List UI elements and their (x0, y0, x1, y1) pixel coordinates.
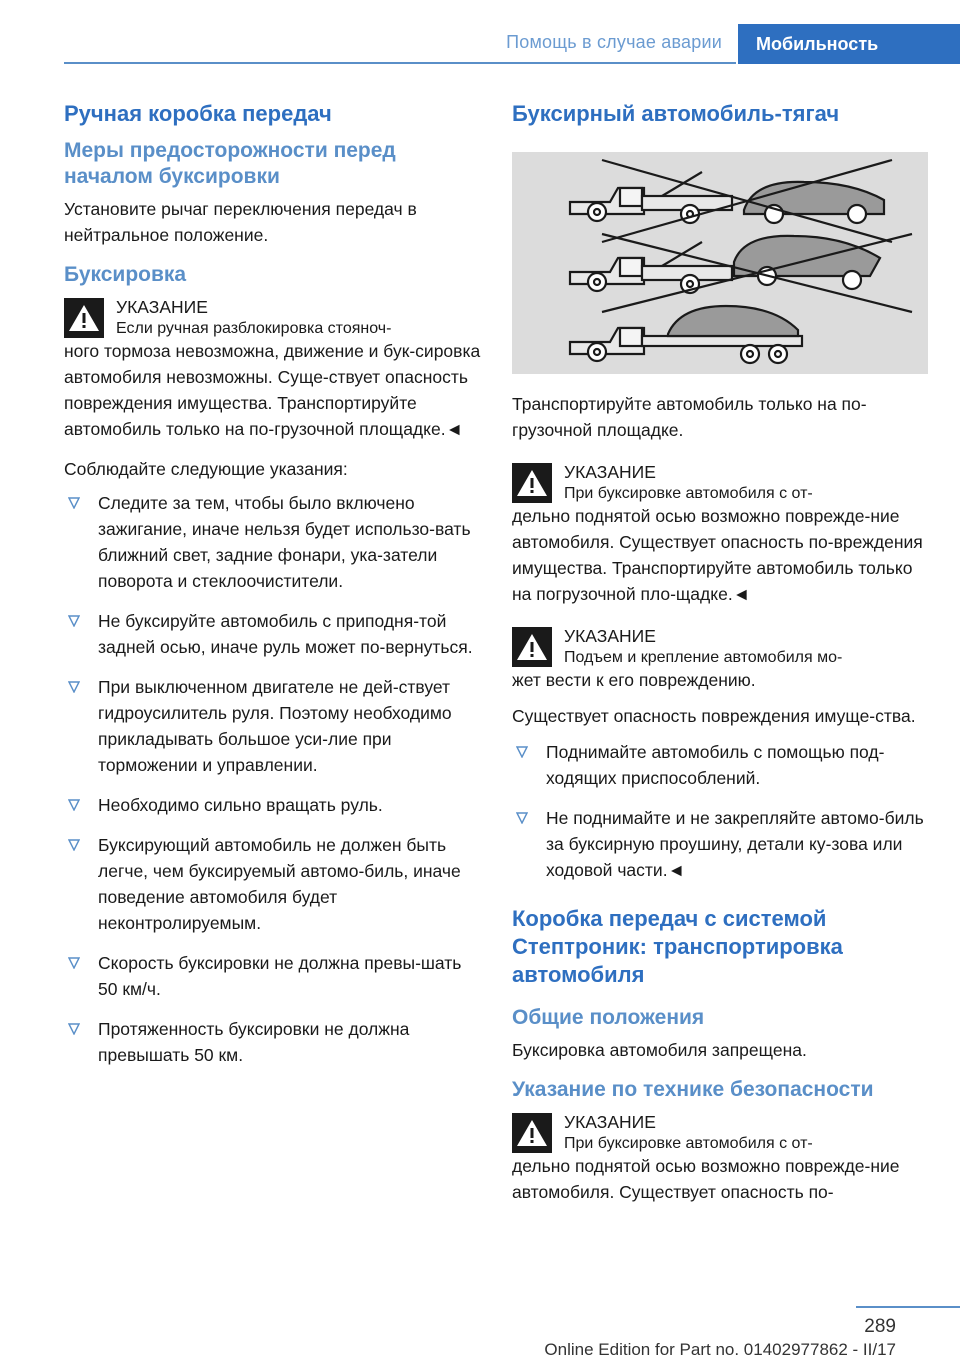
heading-general: Общие положения (512, 1006, 705, 1029)
warning-triangle-icon (64, 298, 104, 338)
paragraph-observe: Соблюдайте следующие указания: (64, 459, 348, 479)
heading-towing: Буксировка (64, 263, 187, 286)
triangle-bullet-icon (68, 1023, 80, 1035)
heading-safety: Указание по технике безопасности (512, 1078, 874, 1101)
warning-lead: При буксировке автомобиля с от- (564, 1135, 813, 1152)
list-item: При выключенном двигателе не дей-ствует гидроусилитель руля. Поэтому необходимо прикладывать большое уси-лие при торможении и управлении. (64, 674, 484, 778)
paragraph-neutral: Установите рычаг переключения передач в нейтральное положение. (64, 199, 417, 245)
warning-title: УКАЗАНИЕ (116, 297, 208, 317)
warning-body: дельно поднятой осью возможно поврежде-ние автомобиля. Существует опасность по-вреждения имущества. Транспортируйте автомобиль только на погрузочной пло-щадке.◄ (512, 506, 923, 604)
paragraph-forbidden: Буксировка автомобиля запрещена. (512, 1040, 807, 1060)
list-item: Поднимайте автомобиль с помощью под-ходящих приспособлений. (512, 739, 928, 791)
list-item: Необходимо сильно вращать руль. (64, 792, 484, 818)
warning-title: УКАЗАНИЕ (564, 462, 656, 482)
paragraph-transport: Транспортируйте автомобиль только на по-грузочной площадке. (512, 394, 867, 440)
warning-block (64, 294, 484, 442)
paragraph-risk: Существует опасность повреждения имуще-ства. (512, 706, 916, 726)
lifting-instructions-list (512, 739, 928, 883)
warning-block (512, 623, 928, 693)
list-item: Следите за тем, чтобы было включено зажигание, иначе нельзя будет использо-вать ближний свет, задние фонари, ука-затели поворота и стеклоочистители. (64, 490, 484, 594)
footer-edition: Online Edition for Part no. 01402977862 - II/17 (544, 1340, 896, 1359)
warning-triangle-icon (512, 627, 552, 667)
warning-title: УКАЗАНИЕ (564, 1112, 656, 1132)
heading-steptronic: Коробка передач с системой Стептроник: транспортировка автомобиля (512, 906, 843, 987)
triangle-bullet-icon (516, 812, 528, 824)
triangle-bullet-icon (68, 615, 80, 627)
warning-title: УКАЗАНИЕ (564, 626, 656, 646)
header-rule (64, 62, 736, 64)
list-item: Буксирующий автомобиль не должен быть легче, чем буксируемый автомо-биль, иначе поведение автомобиля будет неконтролируемым. (64, 832, 484, 936)
triangle-bullet-icon (516, 746, 528, 758)
header-current-section[interactable]: Мобильность (738, 24, 960, 64)
heading-manual-gearbox: Ручная коробка передач (64, 101, 332, 126)
warning-lead: При буксировке автомобиля с от- (564, 485, 813, 502)
warning-block (512, 459, 928, 607)
triangle-bullet-icon (68, 957, 80, 969)
warning-lead: Подъем и крепление автомобиля мо- (564, 649, 843, 666)
list-item: Скорость буксировки не должна превы-шать 50 км/ч. (64, 950, 484, 1002)
left-column (64, 100, 484, 1082)
heading-precautions: Меры предосторожности перед началом буксировки (64, 139, 396, 188)
warning-body: дельно поднятой осью возможно поврежде-ние автомобиля. Существует опасность по- (512, 1156, 900, 1202)
heading-tow-truck: Буксирный автомобиль-тягач (512, 101, 840, 126)
warning-triangle-icon (512, 463, 552, 503)
warning-body: ного тормоза невозможна, движение и бук-сировка автомобиля невозможны. Суще-ствует опасность повреждения имущества. Транспортируйте автомобиль только на по-грузочной площадке.◄ (64, 341, 481, 439)
footer-rule (856, 1306, 960, 1308)
header-prev-section[interactable]: Помощь в случае аварии (506, 32, 722, 52)
list-item: Протяженность буксировки не должна превышать 50 км. (64, 1016, 484, 1068)
triangle-bullet-icon (68, 681, 80, 693)
page-header (0, 24, 960, 62)
towing-instructions-list (64, 490, 484, 1068)
warning-block (512, 1109, 928, 1205)
triangle-bullet-icon (68, 799, 80, 811)
warning-lead: Если ручная разблокировка стояноч- (116, 320, 392, 337)
triangle-bullet-icon (68, 497, 80, 509)
list-item: Не поднимайте и не закрепляйте автомо-биль за буксирную проушину, детали ку-зова или ходовой части.◄ (512, 805, 928, 883)
warning-body: жет вести к его повреждению. (512, 670, 756, 690)
tow-truck-illustration (512, 152, 928, 374)
list-item: Не буксируйте автомобиль с приподня-той задней осью, иначе руль может по-вернуться. (64, 608, 484, 660)
page-number: 289 (864, 1316, 896, 1337)
warning-triangle-icon (512, 1113, 552, 1153)
right-column (512, 100, 928, 1205)
triangle-bullet-icon (68, 839, 80, 851)
